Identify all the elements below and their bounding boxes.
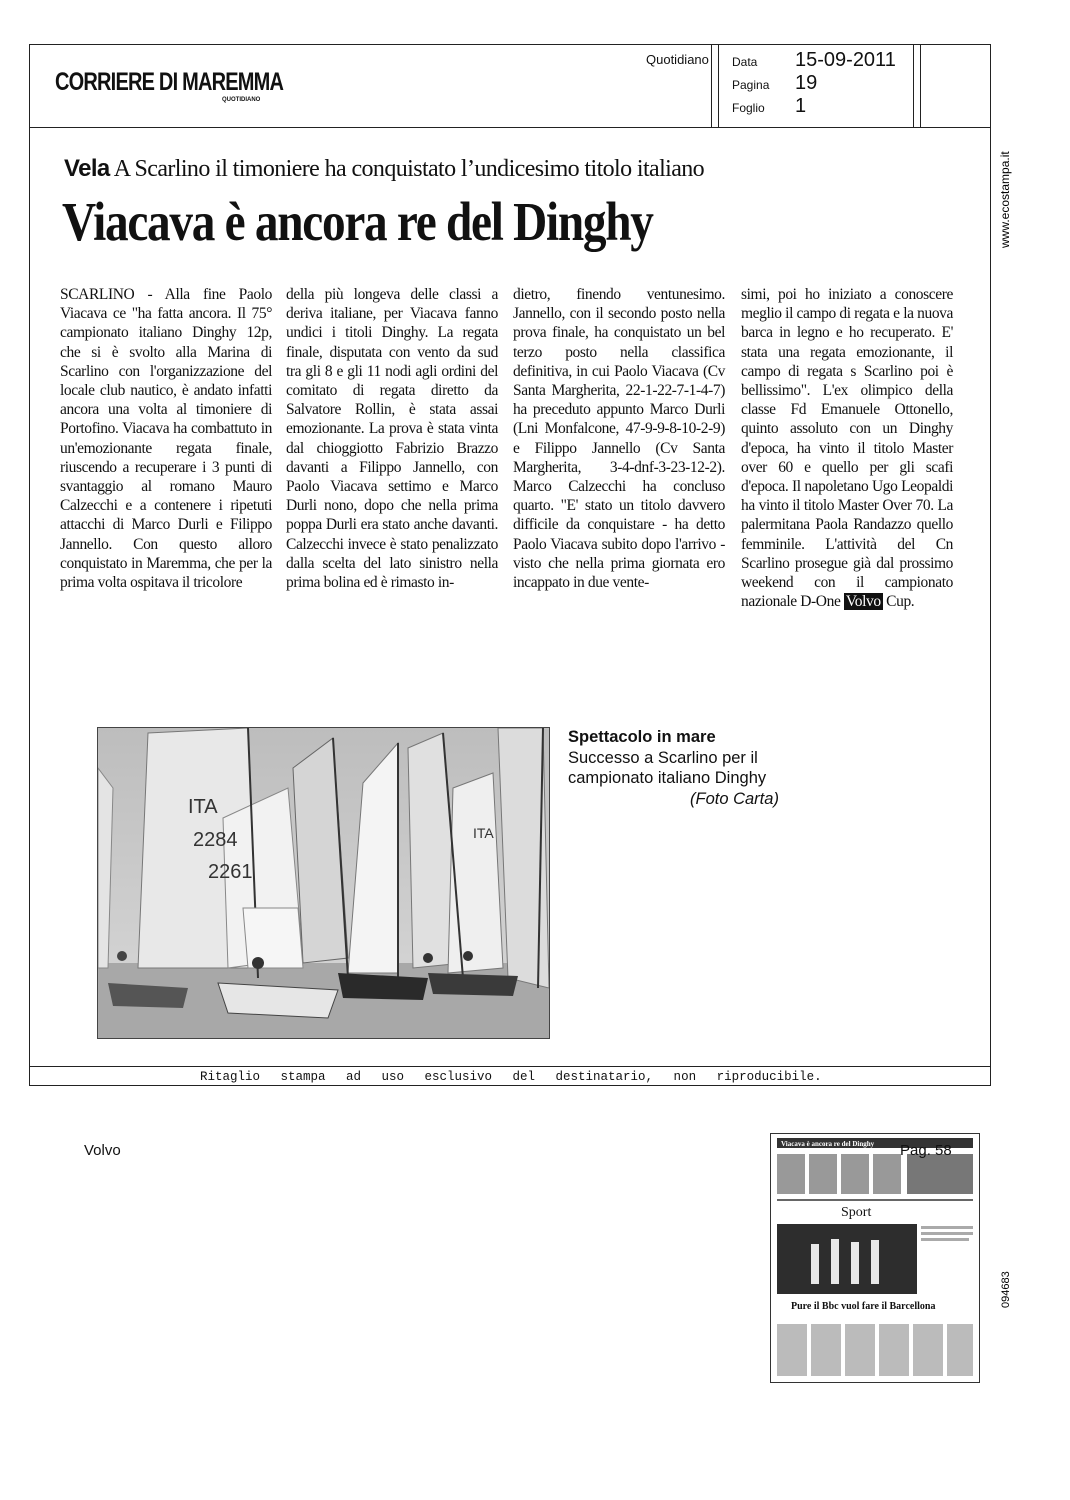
header-separator [913,44,914,127]
article-column-1: SCARLINO - Alla fine Paolo Viacava ce "ha fatta ancora. Il 75° campionato italiano Dinghy 12p, che si è svolto alla Marina di Scarlino con l'organizzazione del locale club nautico, è andato infatti ancora una volta al timoniere di Portofino. Viacava ha combattuto in un'emozionante regata finale, riuscendo a recuperare i 3 punti di svantaggio al romano Mauro Calzecchi e a contenere i ripetuti attacchi di Marco Durli e Filippo Jannello. Con questo alloro conquistato in Maremma, che per la prima volta ospitava il tricolore [60,286,272,592]
page-number: Pag. 58 [900,1142,952,1159]
masthead-logo: CORRIERE DI MAREMMA [55,68,284,96]
pagina-label: Pagina [732,78,770,92]
header-separator [718,44,719,127]
thumb-headline-small: Viacava è ancora re del Dinghy [781,1140,875,1148]
article-headline: Viacava è ancora re del Dinghy [62,191,653,252]
caption-credit: (Foto Carta) [690,789,779,808]
page-thumbnail-illustration [771,1134,979,1382]
kicker-text: A Scarlino il timoniere ha conquistato l’undicesimo titolo italiano [109,156,705,182]
sail-number: 2261 [208,861,253,883]
sail-number: ITA [473,825,494,841]
data-value: 15-09-2011 [795,49,896,71]
footer-divider [29,1066,991,1067]
sail-number: ITA [188,796,218,818]
column-4-text: simi, poi ho iniziato a conoscere meglio il campo di regata e la nuova barca in legno e ho recuperato. E' stata una regata emozionante, il campo di regata s Scarlino poi è bellissimo". L'ex olimpico della classe Fd Emanuele Ottonello, quinto assoluto con un Dinghy d'epoca, ha vinto il titolo Master over 60 e quello per gli scafi d'epoca. Il napoletano Ugo Leopaldi ha vinto il titolo Master Over 70. La palermitana Paola Randazzo quello femminile. L'attività del Cn Scarlino prosegue già dal prossimo weekend con il campionato nazionale D-One [741,286,953,611]
regatta-photo-illustration [98,728,549,1038]
sidebar-url-text: www.ecostampa.it [998,151,1012,248]
header-separator [920,44,921,127]
kicker-tag: Vela [64,155,110,182]
caption-title: Spettacolo in mare [568,728,716,746]
column-4-end: Cup. [886,593,915,611]
thumb-section: Sport [841,1205,872,1220]
sidebar-code [995,1250,1015,1310]
thumb-title: Pure il Bbc vuol fare il Barcellona [791,1301,936,1312]
sidebar-url [995,140,1015,250]
page-thumbnail [770,1133,980,1383]
article-column-2: della più longeva delle classi a deriva italiane, per Viacava fanno undici i titoli Dinghy. La regata finale, disputata con vento da sud tra gli 8 e gli 11 nodi agli ordini del comitato di regata diretto da Salvatore Rollin, è stata assai emozionante. La prova è stata vinta dal chioggiotto Fabrizio Brazzo davanti a Filippo Jannello, con Paolo Viacava settimo e Marco Durli nono, dopo che nella prima poppa Durli era stato anche davanti. Calzecchi invece è stato penalizzato dalla scelta del lato sinistro nella prima bolina ed è rimasto in- [286,286,498,592]
data-label: Data [732,55,758,69]
brand-highlight: Volvo [845,593,881,611]
sail-number: 2284 [193,829,238,851]
publication-type: Quotidiano [646,52,709,67]
foglio-label: Foglio [732,101,765,115]
pagina-value: 19 [795,72,818,94]
reproduction-notice: Ritaglio stampa ad uso esclusivo del destinatario, non riproducibile. [200,1070,822,1084]
foglio-value: 1 [795,95,807,117]
masthead-subtitle: QUOTIDIANO [222,97,261,103]
client-brand: Volvo [84,1142,121,1159]
caption-text: Successo a Scarlino per il campionato italiano Dinghy [568,748,767,787]
sidebar-code-text: 094683 [1000,1271,1012,1308]
header-divider [29,127,991,128]
regatta-photo [97,727,550,1039]
article-column-3: dietro, finendo ventunesimo. Jannello, con il secondo posto nella prova finale, ha conquistato un bel terzo posto nella classifica definitiva, in cui Paolo Viacava (Cv Santa Margherita, 22-1-22-7-1-4-7) ha preceduto appunto Marco Durli (Lni Monfalcone, 47-9-9-8-10-2-9) e Filippo Jannello (Cv Santa Margherita, 3-4-dnf-3-23-12-2). Marco Calzecchi ha concluso quarto. "E' stato un titolo davvero difficile da conquistare - ha detto Paolo Viacava subito dopo l'arrivo - visto che nella prima giornata ero incappato in due vente- [513,286,725,592]
article-kicker [64,155,704,183]
article-column-4 [741,285,953,611]
photo-caption [568,727,798,809]
header-separator [711,44,712,127]
